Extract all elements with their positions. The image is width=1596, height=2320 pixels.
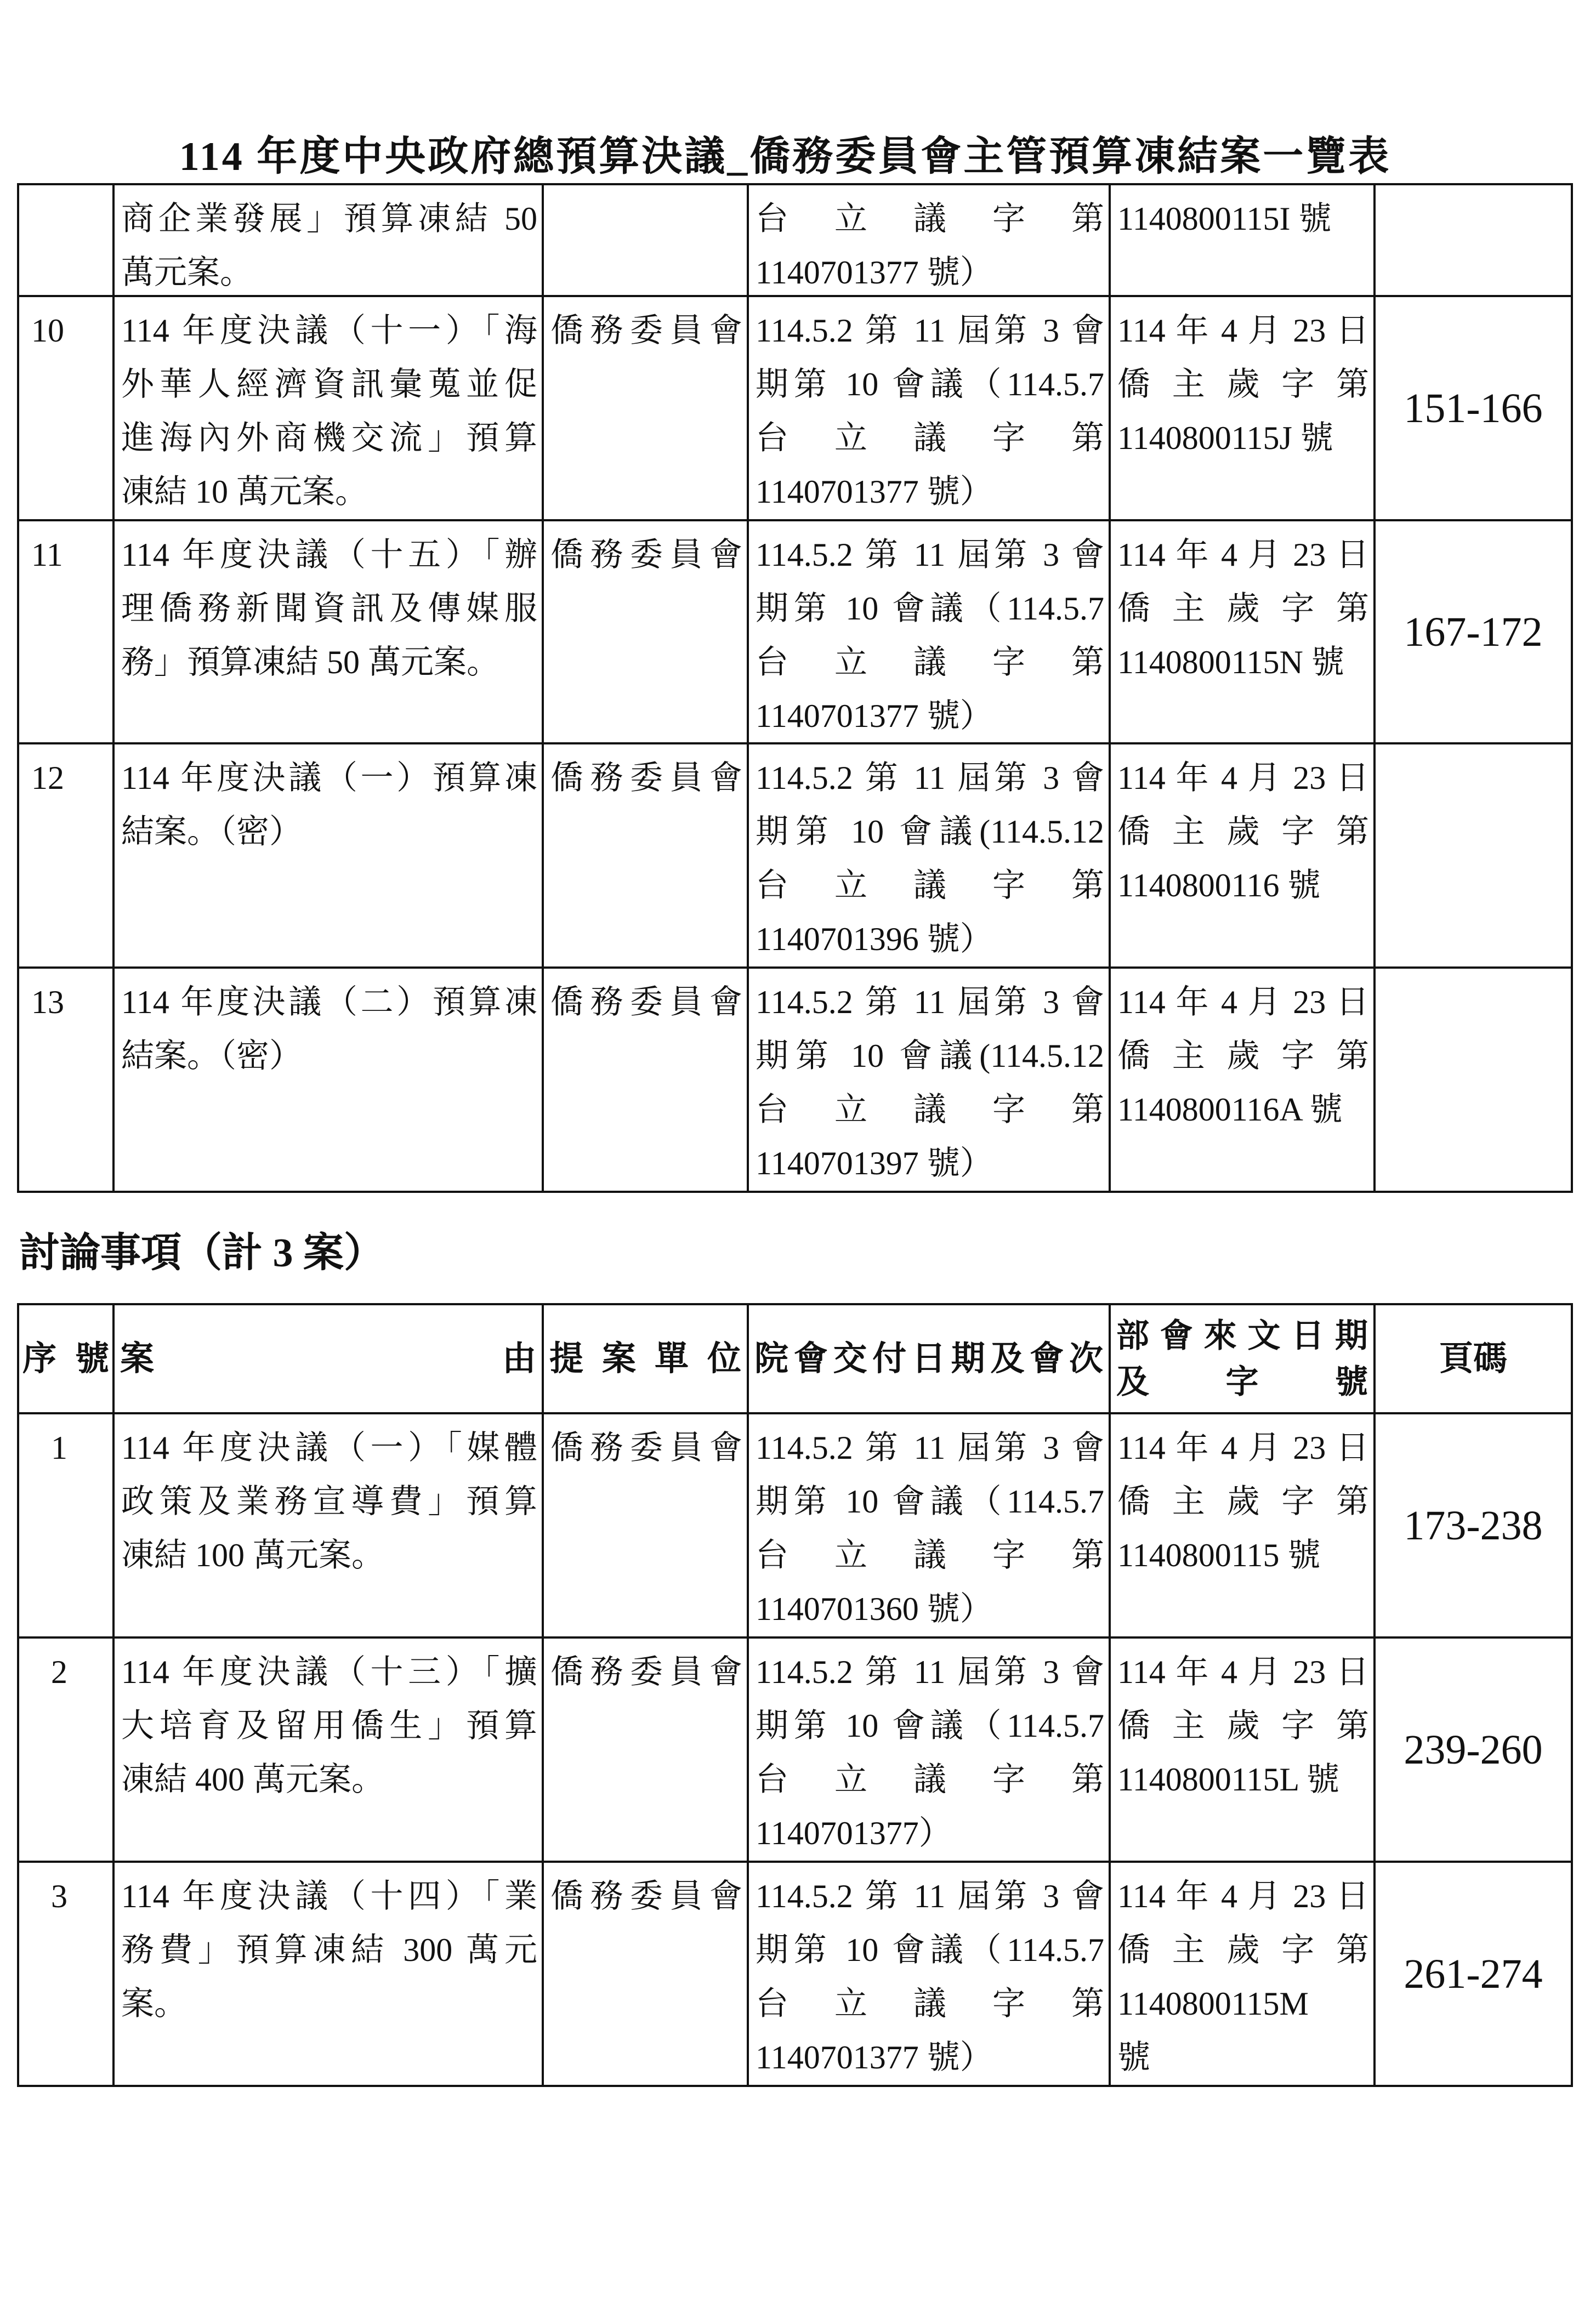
session-reference-cell [749,1639,1111,1861]
serial-number-cell [19,969,115,1191]
cell-text-line: 務費」預算凍結 300 萬元 [121,1932,537,1968]
cell-text-line: 凍結 10 萬元案。 [121,474,368,510]
serial-number-cell [19,1639,115,1861]
cell-text-line: 務」預算凍結 50 萬元案。 [121,644,499,680]
document-reference-cell [1111,744,1376,966]
cell-text-line: 期第 10 會議（114.5.7 [756,1483,1104,1520]
cell-text-line: 期第 10 會議（114.5.7 [756,1932,1104,1968]
cell-text-line: 結案。（密） [121,1038,302,1074]
cell-text-line: 114 年 4 月 23 日 [1117,1878,1369,1914]
cell-text-line: 114.5.2 第 11 屆第 3 會 [756,312,1104,349]
cell-text-line: 台 立 議 字 第 [756,1537,1104,1573]
cell-text-line: 台 立 議 字 第 [756,1986,1104,2022]
proposing-unit-text: 僑務委員會 [550,312,742,349]
cell-text-line: 114 年度決議（一）「媒體 [121,1430,537,1466]
cell-text-line: 114 年 4 月 23 日 [1117,984,1369,1020]
session-reference-cell [749,969,1111,1191]
proposing-unit-cell [544,744,749,966]
cell-text-line: 114.5.2 第 11 屆第 3 會 [756,984,1104,1020]
cell-text-line: 期第 10 會議（114.5.7 [756,1708,1104,1744]
cell-text-line: 114.5.2 第 11 屆第 3 會 [756,760,1104,796]
page-range-cell [1376,969,1573,1191]
cell-text-line: 114.5.2 第 11 屆第 3 會 [756,1878,1104,1914]
proposing-unit-text: 僑務委員會 [550,1654,742,1690]
page-range-cell [1376,744,1573,966]
cell-text-line: 進海內外商機交流」預算 [121,420,537,456]
session-reference-cell [749,297,1111,519]
cell-text-line: 大培育及留用僑生」預算 [121,1708,537,1744]
serial-number-text: 11 [31,537,63,573]
cell-text-line: 114 年 4 月 23 日 [1117,1654,1369,1690]
cell-text-line: 114.5.2 第 11 屆第 3 會 [756,1430,1104,1466]
cell-text-line: 114 年度決議（二）預算凍 [121,984,537,1020]
document-reference-cell [1111,969,1376,1191]
page-range-text: 261-274 [1404,1951,1543,1997]
cell-text-line: 1140701377 號） [756,698,993,734]
proposing-unit-text: 僑務委員會 [550,984,742,1020]
header-label: 提 案 單 位 [549,1340,741,1378]
cell-text-line: 案。 [121,1986,187,2022]
cell-text-line: 114 年 4 月 23 日 [1117,1430,1369,1466]
document-reference-cell [1111,1414,1376,1636]
case-title-cell [115,1639,544,1861]
cell-text-line: 期第 10 會議（114.5.7 [756,366,1104,402]
header-label: 案 由 [120,1340,536,1378]
cell-text-line: 1140800115L 號 [1117,1761,1339,1798]
serial-number-text: 10 [31,312,64,349]
document-reference-cell [1111,185,1376,299]
header-page-range [1376,1305,1573,1412]
cell-text-line: 台 立 議 字 第 [756,1761,1104,1798]
cell-text-line: 114 年 4 月 23 日 [1117,537,1369,573]
cell-text-line: 1140701360 號） [756,1591,993,1627]
proposing-unit-text: 僑務委員會 [550,1430,742,1466]
cell-text-line: 商企業發展」預算凍結 50 [121,201,537,237]
proposing-unit-cell [544,1863,749,2085]
proposing-unit-cell [544,1639,749,1861]
page-range-cell [1376,297,1573,519]
document-reference-cell [1111,297,1376,519]
serial-number-text: 1 [51,1430,67,1466]
page-range-text: 167-172 [1404,609,1543,655]
page-range-cell [1376,1863,1573,2085]
cell-text-line: 外華人經濟資訊彙蒐並促 [121,366,537,402]
discussion-items-table [17,1303,1573,2087]
cell-text-line: 僑 主 歲 字 第 [1117,590,1369,627]
frozen-budget-table [17,183,1573,1193]
cell-text-line: 114 年 4 月 23 日 [1117,760,1369,796]
proposing-unit-cell [544,969,749,1191]
cell-text-line: 理僑務新聞資訊及傳媒服 [121,590,537,627]
cell-text-line: 僑 主 歲 字 第 [1117,1708,1369,1744]
case-title-cell [115,1863,544,2085]
cell-text-line: 1140800115I 號 [1117,201,1332,237]
cell-text-line: 114 年 4 月 23 日 [1117,312,1369,349]
cell-text-line: 1140800116 號 [1117,867,1321,903]
cell-text-line: 1140701397 號） [756,1145,993,1181]
page-range-cell [1376,1639,1573,1861]
table-row [19,744,1573,969]
cell-text-line: 114.5.2 第 11 屆第 3 會 [756,1654,1104,1690]
header-case-title [115,1305,544,1412]
proposing-unit-text: 僑務委員會 [550,760,742,796]
serial-number-text: 12 [31,760,64,796]
cell-text-line: 凍結 100 萬元案。 [121,1537,384,1573]
serial-number-cell [19,185,115,299]
cell-text-line: 1140701377 號） [756,254,993,291]
cell-text-line: 1140701377） [756,1815,952,1851]
table-row [19,1414,1573,1639]
proposing-unit-cell [544,185,749,299]
serial-number-cell [19,744,115,966]
cell-text-line: 僑 主 歲 字 第 [1117,1038,1369,1074]
document-reference-cell [1111,1863,1376,2085]
header-proposing-unit [544,1305,749,1412]
cell-text-line: 期第 10 會議（114.5.7 [756,590,1104,627]
header-label: 院會交付日期及會次 [754,1340,1103,1378]
cell-text-line: 僑 主 歲 字 第 [1117,366,1369,402]
serial-number-cell [19,1414,115,1636]
cell-text-line: 1140800115 號 [1117,1537,1321,1573]
cell-text-line: 1140701396 號） [756,921,993,957]
table-header-row [19,1305,1573,1414]
header-label-stack [1116,1313,1368,1405]
session-reference-cell [749,1414,1111,1636]
case-title-cell [115,1414,544,1636]
serial-number-cell [19,1863,115,2085]
cell-text-line: 僑 主 歲 字 第 [1117,1483,1369,1520]
header-document-reference [1111,1305,1376,1412]
cell-text-line: 台 立 議 字 第 [756,867,1104,903]
cell-text-line: 萬元案。 [121,254,253,291]
cell-text-line: 114 年度決議（一）預算凍 [121,760,537,796]
table-row [19,969,1573,1193]
proposing-unit-cell [544,297,749,519]
cell-text-line: 台 立 議 字 第 [756,201,1104,237]
table-row [19,297,1573,521]
page-range-cell [1376,521,1573,743]
header-label: 頁碼 [1439,1340,1507,1378]
table-row [19,1639,1573,1863]
cell-text-line: 期第 10 會議(114.5.12 [756,814,1104,850]
case-title-cell [115,521,544,743]
case-title-cell [115,297,544,519]
cell-text-line: 1140701377 號） [756,2039,993,2076]
cell-text-line: 期第 10 會議(114.5.12 [756,1038,1104,1074]
header-serial-number [19,1305,115,1412]
header-label: 序 號 [22,1340,109,1378]
session-reference-cell [749,521,1111,743]
cell-text-line: 1140800115J 號 [1117,420,1333,456]
page-title: 114 年度中央政府總預算決議_僑務委員會主管預算凍結案一覽表 [179,134,1391,179]
serial-number-text: 13 [31,984,64,1020]
table-row [19,1863,1573,2087]
serial-number-cell [19,297,115,519]
page-range-cell [1376,1414,1573,1636]
cell-text-line: 114.5.2 第 11 屆第 3 會 [756,537,1104,573]
proposing-unit-cell [544,1414,749,1636]
cell-text-line: 1140800115N 號 [1117,644,1344,680]
cell-text-line: 1140701377 號） [756,474,993,510]
page-range-text: 239-260 [1404,1726,1543,1773]
cell-text-line: 台 立 議 字 第 [756,1091,1104,1128]
serial-number-cell [19,521,115,743]
cell-text-line: 114 年度決議（十三）「擴 [121,1654,537,1690]
section-heading: 討論事項（計 3 案） [19,1231,384,1276]
cell-text-line: 114 年度決議（十四）「業 [121,1878,537,1914]
cell-text-line: 政策及業務宣導費」預算 [121,1483,537,1520]
document-reference-cell [1111,521,1376,743]
cell-text-line: 114 年度決議（十一）「海 [121,312,537,349]
cell-text-line: 結案。（密） [121,814,302,850]
page-range-cell [1376,185,1573,299]
proposing-unit-text: 僑務委員會 [550,1878,742,1914]
cell-text-line: 僑 主 歲 字 第 [1117,1932,1369,1968]
proposing-unit-cell [544,521,749,743]
document-reference-cell [1111,1639,1376,1861]
page-range-text: 173-238 [1404,1502,1543,1549]
page-range-text: 151-166 [1404,385,1543,431]
case-title-cell [115,744,544,966]
cell-text-line: 1140800115M [1117,1986,1309,2022]
cell-text-line: 號 [1117,2039,1150,2076]
cell-text-line: 台 立 議 字 第 [756,420,1104,456]
cell-text-line: 1140800116A 號 [1117,1091,1343,1128]
serial-number-text: 3 [51,1878,67,1914]
header-label: 及 字 號 [1116,1363,1368,1400]
table-row [19,185,1573,297]
case-title-cell [115,185,544,299]
proposing-unit-text: 僑務委員會 [550,537,742,573]
session-reference-cell [749,185,1111,299]
cell-text-line: 114 年度決議（十五）「辦 [121,537,537,573]
serial-number-text: 2 [51,1654,67,1690]
cell-text-line: 僑 主 歲 字 第 [1117,814,1369,850]
case-title-cell [115,969,544,1191]
header-session-reference [749,1305,1111,1412]
session-reference-cell [749,1863,1111,2085]
table-row [19,521,1573,744]
cell-text-line: 凍結 400 萬元案。 [121,1761,384,1798]
header-label: 部 會 來 文 日 期 [1116,1317,1368,1354]
cell-text-line: 台 立 議 字 第 [756,644,1104,680]
session-reference-cell [749,744,1111,966]
